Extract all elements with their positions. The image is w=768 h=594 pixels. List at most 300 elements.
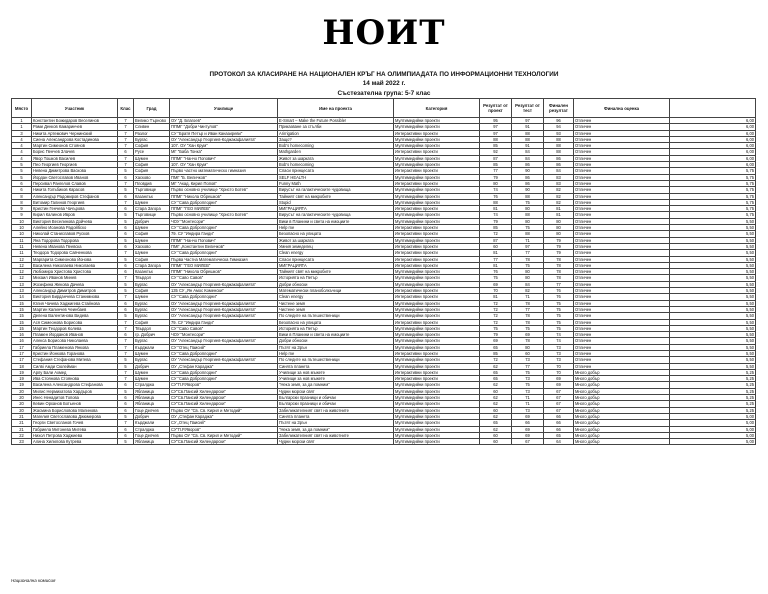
table-cell: 5 (12, 168, 32, 174)
table-cell: 75 (544, 300, 574, 306)
table-cell: 5,50 (670, 338, 756, 344)
table-cell: 74 (480, 212, 512, 218)
table-cell: Безопасно на улицата (278, 231, 394, 237)
table-cell: По следите на пътешественици (278, 357, 394, 363)
table-cell: 5 (118, 413, 134, 419)
table-cell: СУ "Сава Доброплодни" (170, 250, 278, 256)
footer-note: Национална комисия (11, 578, 56, 583)
table-cell: Отличен (574, 168, 670, 174)
table-cell: 22 (12, 432, 32, 438)
table-cell: Мултимедийни проекти (394, 363, 480, 369)
column-header: Град (134, 99, 170, 118)
table-cell: Василена Николаева Николаева (32, 262, 118, 268)
table-cell: Виктория Веселинова Дойчева (32, 218, 118, 224)
table-cell: 86 (512, 180, 544, 186)
table-cell: Мултимедийни проекти (394, 420, 480, 426)
table-cell: Мултимедийни проекти (394, 382, 480, 388)
table-cell: 19 (12, 376, 32, 382)
table-cell: Мултимедийни проекти (394, 187, 480, 193)
table-cell: Виктория Бирданчева Станимиова (32, 294, 118, 300)
table-cell: 7 (118, 136, 134, 142)
table-cell: 77 (512, 306, 544, 312)
table-cell: 74 (544, 338, 574, 344)
table-cell: 82 (512, 288, 544, 294)
table-header-row (12, 99, 756, 118)
table-cell: СУ „Отец Паисий" (170, 420, 278, 426)
table-cell: София (134, 319, 170, 325)
table-cell: 73 (512, 388, 544, 394)
table-cell: 5,50 (670, 294, 756, 300)
table-cell: Кърджали (134, 344, 170, 350)
table-cell: 76 (544, 288, 574, 294)
table-cell: 90 (512, 187, 544, 193)
table-cell: 69 (480, 338, 512, 344)
table-cell: Шумен (134, 155, 170, 161)
table-cell: Първо основно училище "Христо Ботев" (170, 187, 278, 193)
table-cell: 95 (480, 118, 512, 124)
table-cell: 75 (512, 199, 544, 205)
table-cell: Отличен (574, 193, 670, 199)
table-cell: Живот за шарката (278, 237, 394, 243)
table-cell: Шумен (134, 237, 170, 243)
table-cell: Мултимедийни проекти (394, 325, 480, 331)
table-cell: Пътят на Зрън (278, 420, 394, 426)
table-cell: 10 (12, 231, 32, 237)
table-cell: 69 (512, 432, 544, 438)
table-cell: 64 (544, 439, 574, 445)
table-cell: СУ "Сава Доброплодни" (170, 369, 278, 375)
table-cell: Шумен (134, 376, 170, 382)
table-cell: Мултимедийни проекти (394, 124, 480, 130)
table-cell: 5,25 (670, 369, 756, 375)
column-header: Клас (118, 99, 134, 118)
table-cell: 81 (480, 250, 512, 256)
table-cell: София (134, 168, 170, 174)
table-cell: 80 (512, 206, 544, 212)
table-cell: 65 (544, 432, 574, 438)
protocol-title: ПРОТОКОЛ ЗА КЛАСИРАНЕ НА НАЦИОНАЛЕН КРЪГ НА ОЛИМПИАДАТА ПО ИНФОРМАЦИОННИ ТЕХНОЛОГИИ (209, 71, 559, 78)
table-cell: 5,50 (670, 344, 756, 350)
table-cell: 80 (480, 180, 512, 186)
table-cell: 73 (544, 344, 574, 350)
table-cell: Първо ОУ "Св. Св. Кирил и Методий" (170, 407, 278, 413)
table-cell: 93 (544, 130, 574, 136)
table-cell: 82 (544, 199, 574, 205)
table-cell: Шумен (134, 225, 170, 231)
table-cell: Мултимедийни проекти (394, 300, 480, 306)
table-cell: 19 (12, 369, 32, 375)
table-cell: Мултимедийни проекти (394, 413, 480, 419)
table-cell: Рами Денков Камаринчев (32, 124, 118, 130)
table-cell: 66 (544, 420, 574, 426)
table-cell: Николай Станиславов Русков (32, 231, 118, 237)
table-cell: 5,50 (670, 231, 756, 237)
table-cell: 79 (480, 218, 512, 224)
table-cell: Търговище (134, 212, 170, 218)
table-cell: ППМГ "Нанчо Попович" (170, 237, 278, 243)
table-cell: Тайният свят на микробите (278, 193, 394, 199)
table-cell: 70 (480, 288, 512, 294)
table-cell: 12 (12, 262, 32, 268)
table-cell: Пео Георгиев Георгиев (32, 162, 118, 168)
table-cell: Много добър (574, 407, 670, 413)
table-cell: Интерактивни проекти (394, 262, 480, 268)
table-cell: 5 (118, 313, 134, 319)
table-cell: Отличен (574, 206, 670, 212)
table-cell: Много добър (574, 401, 670, 407)
protocol-date: 14 май 2022 г. (362, 80, 406, 87)
table-cell: 72 (480, 319, 512, 325)
table-cell: 87 (480, 155, 512, 161)
table-cell: МГ "Акад. Кирил Попов" (170, 180, 278, 186)
table-cell: 7 (118, 250, 134, 256)
table-cell: 5 (118, 237, 134, 243)
table-cell: 72 (480, 313, 512, 319)
table-cell: Историята на Петър (278, 275, 394, 281)
table-cell: Твърдол (134, 325, 170, 331)
table-cell: Мултимедийни проекти (394, 338, 480, 344)
table-cell: Интерактивни проекти (394, 168, 480, 174)
table-cell: 83 (544, 180, 574, 186)
table-cell: 15 (12, 313, 32, 319)
table-cell: 7 (118, 420, 134, 426)
table-cell: Чистене земя (278, 306, 394, 312)
table-cell: 5 (118, 281, 134, 287)
table-cell: 12 (12, 275, 32, 281)
table-cell: Шумен (134, 369, 170, 375)
table-cell: 88 (544, 136, 574, 142)
table-cell: Вики в Планини и света на емоциите (278, 218, 394, 224)
table-cell: 80 (512, 218, 544, 224)
table-cell: 7 (118, 180, 134, 186)
table-cell: ОУ „Стефан Караджа" (170, 413, 278, 419)
table-cell: Бургас (134, 281, 170, 287)
table-cell: Пловдив (134, 180, 170, 186)
table-cell: Мултимедийни проекти (394, 439, 480, 445)
table-cell: 78 (512, 319, 544, 325)
table-cell: София (134, 256, 170, 262)
table-cell: 5,75 (670, 180, 756, 186)
table-cell: "Нека земя, за да помним" (278, 426, 394, 432)
table-cell: Жозефина Жекова Дачева (32, 281, 118, 287)
table-cell: Mathgarden (278, 149, 394, 155)
table-cell: 23 (12, 439, 32, 445)
table-cell: Арлу Бали Ахмед (32, 369, 118, 375)
table-cell: 88 (512, 130, 544, 136)
table-cell: Габриела Пламенова Янкова (32, 344, 118, 350)
table-cell: Български празници и обичаи (278, 395, 394, 401)
table-cell: Интерактивни проекти (394, 149, 480, 155)
table-cell: Мултимедийни проекти (394, 155, 480, 161)
table-cell: Мултимедийни проекти (394, 313, 480, 319)
table-cell: По следите на пътешественици (278, 313, 394, 319)
table-cell: Бургас (134, 338, 170, 344)
table-cell: 5,00 (670, 420, 756, 426)
table-cell: Търговище (134, 187, 170, 193)
table-cell: ППМГ "Никола Обрешков" (170, 269, 278, 275)
table-cell: Интерактивни проекти (394, 180, 480, 186)
table-cell: ЧОУ "Монтесори" (170, 218, 278, 224)
table-cell: 79 (544, 250, 574, 256)
table-cell: E-Smart – Make the Future Possible! (278, 118, 394, 124)
table-cell: 5,50 (670, 300, 756, 306)
table-cell: 7 (118, 338, 134, 344)
table-cell: Отличен (574, 306, 670, 312)
table-cell: 4 (12, 143, 32, 149)
table-cell: Сиена Александрова Костадинова (32, 136, 118, 142)
table-cell: 82 (544, 187, 574, 193)
table-cell: Много добър (574, 439, 670, 445)
table-cell: Жасмина Борислововa Малинова (32, 407, 118, 413)
table-cell: 67 (512, 439, 544, 445)
table-cell: МИГРАЦИЯТА (278, 262, 394, 268)
table-cell: 85 (480, 350, 512, 356)
table-cell: Русе (134, 149, 170, 155)
table-cell: Невена Димитрова Васкова (32, 168, 118, 174)
table-cell: Мултимедийни проекти (394, 269, 480, 275)
table-cell: Много добър (574, 369, 670, 375)
table-cell: Отличен (574, 180, 670, 186)
table-cell: Мултимедийни проекти (394, 401, 480, 407)
table-cell: ОУ "Александър Георгиев-Коджакафалията" (170, 281, 278, 287)
table-cell: Отличен (574, 136, 670, 142)
table-cell: Забелижателният свят на животните (278, 407, 394, 413)
table-cell: 5,00 (670, 413, 756, 419)
table-cell: 75 (512, 262, 544, 268)
table-cell: Алейно Иоанова Радойбско (32, 225, 118, 231)
table-cell: 6 (12, 180, 32, 186)
table-cell: Бургас (134, 313, 170, 319)
table-cell: Шумен (134, 199, 170, 205)
table-cell: Стара Загора (134, 262, 170, 268)
table-cell: ОУ "Александър Георгиев-Коджакафалията" (170, 136, 278, 142)
table-cell: 13 (12, 281, 32, 287)
table-cell: София (134, 162, 170, 168)
table-cell: Кърджали (134, 420, 170, 426)
table-cell: СУ"Св.Паисий Хилендарски" (170, 401, 278, 407)
table-cell: Мултимедийни проекти (394, 432, 480, 438)
table-cell: 12 (12, 269, 32, 275)
table-cell: МИГРАЦИЯТА (278, 206, 394, 212)
table-cell: Силвi Амди Сюлейман (32, 363, 118, 369)
table-cell: 5,50 (670, 256, 756, 262)
table-cell: Пътят на Зрън (278, 344, 394, 350)
table-cell: Хасково (134, 243, 170, 249)
table-cell: Явор Тошков Василев (32, 155, 118, 161)
table-cell: Хасково (134, 174, 170, 180)
table-cell: Отличен (574, 281, 670, 287)
table-cell: Интерактивни проекти (394, 319, 480, 325)
table-cell: Много добър (574, 420, 670, 426)
table-cell: Интерактивни проекти (394, 130, 480, 136)
table-cell: Отличен (574, 288, 670, 294)
table-cell: Интерактивни проекти (394, 225, 480, 231)
table-cell: Пламен Йорданов Иванов (32, 332, 118, 338)
table-cell: 21 (12, 413, 32, 419)
table-cell: ППМГ "ГЕО МИЛЕВ" (170, 262, 278, 268)
table-cell: 6 (118, 332, 134, 338)
table-cell: 8 (12, 199, 32, 205)
table-cell: 18 (12, 363, 32, 369)
table-cell: 73 (544, 350, 574, 356)
table-cell: Мартин Калинчев Чеинбаев (32, 306, 118, 312)
table-cell: 5,50 (670, 218, 756, 224)
table-cell: 84 (512, 155, 544, 161)
table-cell: Чудни морски свят (278, 439, 394, 445)
table-cell: ПМГ „Константин Величков" (170, 243, 278, 249)
table-cell: 72 (480, 306, 512, 312)
table-cell: СУ "Отец Паисий" (170, 344, 278, 350)
table-cell: Синята планета (278, 363, 394, 369)
table-cell: 78 (544, 262, 574, 268)
table-cell: 6 (12, 187, 32, 193)
competition-group: Състезателна група: 5-7 клас (337, 90, 431, 97)
table-cell: 75 (480, 275, 512, 281)
table-cell: 6,00 (670, 162, 756, 168)
column-header: Финален резултат (544, 99, 574, 118)
table-cell: Кристин Генчева Чачърова (32, 206, 118, 212)
table-cell: Мултимедийни проекти (394, 143, 480, 149)
table-cell: Забелижателният свят на животните (278, 432, 394, 438)
table-cell: Отличен (574, 350, 670, 356)
table-cell: 87 (480, 237, 512, 243)
table-cell: 8 (12, 193, 32, 199)
table-cell: 73 (544, 357, 574, 363)
table-cell: Мултимедийни проекти (394, 212, 480, 218)
table-cell: 67 (544, 395, 574, 401)
table-cell: 62 (480, 363, 512, 369)
table-cell: 75 (512, 225, 544, 231)
table-cell: 5 (118, 357, 134, 363)
table-cell: ППМГ "Нанчо Попович" (170, 155, 278, 161)
column-header: Име на проекта (278, 99, 394, 118)
table-cell: 71 (512, 401, 544, 407)
table-cell: 75 (544, 306, 574, 312)
table-cell: Отличен (574, 332, 670, 338)
table-cell: 65 (480, 369, 512, 375)
table-cell: 78 (512, 338, 544, 344)
table-cell: 6 (118, 300, 134, 306)
table-cell: Clean energy (278, 294, 394, 300)
table-cell: 81 (480, 206, 512, 212)
column-header: Място (12, 99, 32, 118)
table-cell: Отличен (574, 275, 670, 281)
table-cell: Спаси принцесата (278, 256, 394, 262)
table-cell: 6 (118, 243, 134, 249)
table-cell: Много добър (574, 388, 670, 394)
table-cell: 70 (544, 369, 574, 375)
table-cell: 60 (480, 243, 512, 249)
table-cell: 69 (512, 332, 544, 338)
table-cell: 4 (12, 149, 32, 155)
table-cell: 20 (12, 401, 32, 407)
table-cell: 79 (544, 243, 574, 249)
table-cell: 9 (12, 206, 32, 212)
table-cell: 1 (12, 124, 32, 130)
table-cell: Отличен (574, 212, 670, 218)
table-cell: 1 (12, 118, 32, 124)
table-cell: МГ "Баба Тонка" (170, 149, 278, 155)
table-cell: 82 (544, 193, 574, 199)
table-cell: 97 (512, 243, 544, 249)
table-cell: 65 (480, 420, 512, 426)
table-cell: 7 (118, 294, 134, 300)
table-cell: Мултимедийни проекти (394, 237, 480, 243)
table-cell: Отличен (574, 344, 670, 350)
table-cell: 7 (118, 155, 134, 161)
table-cell: Интерактивни проекти (394, 250, 480, 256)
table-cell: 6 (118, 426, 134, 432)
noit-logo (322, 13, 446, 53)
table-cell: 15 (12, 306, 32, 312)
table-cell: 5,75 (670, 174, 756, 180)
table-cell: Витомир Галинов Георгиев (32, 199, 118, 205)
table-cell: 5,50 (670, 313, 756, 319)
table-cell: СУ"Св.Паисий Хилендарски" (170, 439, 278, 445)
table-cell: Много добър (574, 432, 670, 438)
table-cell: Училище за нов мъжете (278, 369, 394, 375)
table-cell: 91 (512, 143, 544, 149)
table-cell: 135 СУ „Ян Амос Коменски" (170, 288, 278, 294)
table-cell: 5,75 (670, 193, 756, 199)
table-cell: 80 (544, 218, 574, 224)
table-cell: 5 (118, 168, 134, 174)
table-cell: 6,00 (670, 143, 756, 149)
table-cell: Твърдол (134, 275, 170, 281)
table-cell: 6,00 (670, 130, 756, 136)
table-cell: 6 (118, 395, 134, 401)
table-cell: Вирусът на галактическите чудовища (278, 187, 394, 193)
table-cell: Историята на Петър (278, 325, 394, 331)
table-cell: Чистене земя (278, 300, 394, 306)
table-cell: 107. ОУ "Хан Крум" (170, 162, 278, 168)
table-cell: Отличен (574, 363, 670, 369)
table-cell: 20 (12, 395, 32, 401)
table-cell: Никита Артемович Чернинский (32, 130, 118, 136)
table-cell: 66 (512, 420, 544, 426)
table-cell: 86 (544, 162, 574, 168)
table-cell: 84 (544, 168, 574, 174)
table-cell: 75 (512, 382, 544, 388)
table-cell: 97 (480, 124, 512, 130)
table-cell: Отличен (574, 357, 670, 363)
table-cell: 62 (480, 413, 512, 419)
table-cell: Отличен (574, 155, 670, 161)
table-cell: 5,50 (670, 363, 756, 369)
table-cell: Отличен (574, 187, 670, 193)
table-cell: Инес Ненадитов Топова (32, 395, 118, 401)
table-cell: Невена Иванова Пеевска (32, 243, 118, 249)
table-cell: Училище за нов мъжете (278, 376, 394, 382)
table-cell: 5 (118, 288, 134, 294)
table-cell: Много добър (574, 395, 670, 401)
table-cell: СУ "Саво Савов" (170, 275, 278, 281)
column-header: Финална оценка (574, 99, 670, 118)
table-cell: 5,50 (670, 243, 756, 249)
table-cell: 86 (512, 174, 544, 180)
table-cell: 78 (544, 275, 574, 281)
table-cell: ОУ "Александър Георгиев-Коджакафалията" (170, 338, 278, 344)
table-cell: ОУ "Александър Георгиев-Коджакафалията" (170, 300, 278, 306)
table-cell: София (134, 288, 170, 294)
table-cell: 5,75 (670, 212, 756, 218)
table-cell: Интерактивни проекти (394, 231, 480, 237)
table-cell: 20 (12, 407, 32, 413)
table-cell: 5,50 (670, 269, 756, 275)
table-row (12, 439, 756, 445)
table-cell: 60 (480, 407, 512, 413)
table-cell: 13 (12, 288, 32, 294)
